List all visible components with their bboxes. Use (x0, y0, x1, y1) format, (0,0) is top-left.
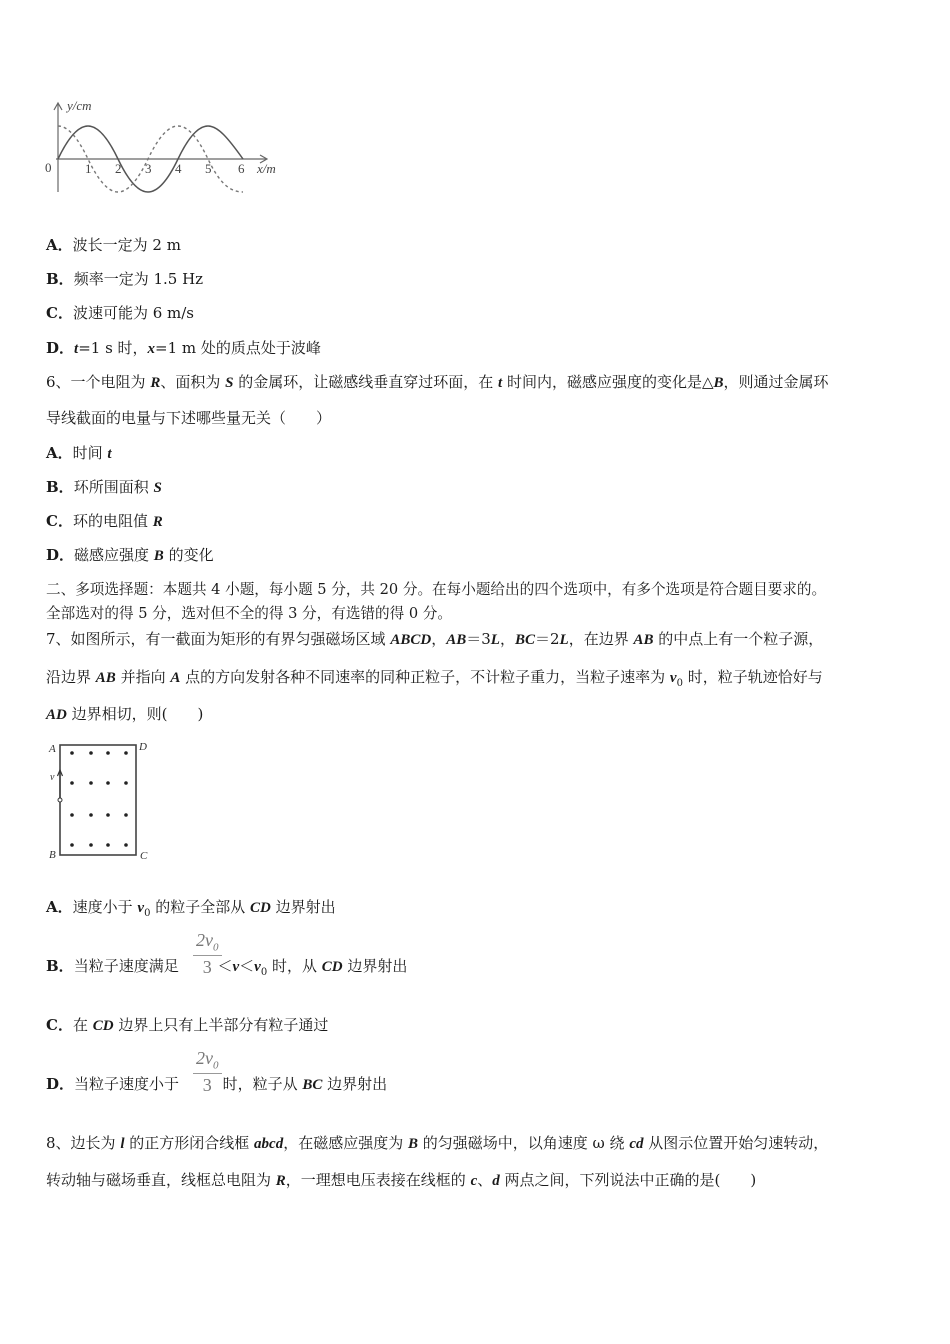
q7-stem-line2: 沿边界 AB 并指向 A 点的方向发射各种不同速率的同种正粒子，不计粒子重力，当粒子速率为 $v_0$ 时，粒子轨迹恰好与 (46, 668, 823, 689)
q7-option-d: D．当粒子速度小于 时，粒子从 BC 边界射出 (46, 1075, 388, 1093)
q5-option-d: D．t=1 s 时，x=1 m 处的质点处于波峰 (46, 339, 321, 357)
q5-option-b: B．频率一定为 1.5 Hz (46, 270, 204, 288)
origin-label: 0 (45, 160, 52, 175)
corner-label-b: B (49, 849, 56, 861)
corner-label-a: A (49, 743, 56, 755)
field-dot (124, 813, 128, 817)
q6-stem-line1: 6、一个电阻为 R、面积为 S 的金属环，让磁感线垂直穿过环面，在 t 时间内，磁感应强度的变化是△B，则通过金属环 (46, 373, 829, 391)
x-tick-label: 2 (115, 161, 122, 176)
field-dot (89, 843, 93, 847)
field-dot (89, 751, 93, 755)
field-dot (70, 813, 74, 817)
corner-label-d: D (139, 741, 147, 753)
q7-option-c: C．在 CD 边界上只有上半部分有粒子通过 (46, 1016, 329, 1034)
x-tick-label: 3 (145, 161, 152, 176)
field-dot (70, 843, 74, 847)
field-dot (106, 781, 110, 785)
wave-graph (40, 96, 290, 196)
q7-option-b: B．当粒子速度满足 $<v<v_0$ 时，从 CD 边界射出 (46, 957, 408, 978)
section2-header-line2: 全部选对的得 5 分，选对但不全的得 3 分，有选错的得 0 分。 (46, 605, 452, 622)
particle-source (58, 798, 62, 802)
q6-option-a: A．时间 t (46, 444, 112, 462)
y-axis-label: y/cm (67, 98, 92, 113)
field-dot (124, 843, 128, 847)
q5-option-c: C．波速可能为 6 m/s (46, 304, 195, 322)
q7-option-b-fraction: $2v_0$ 3 (193, 930, 222, 978)
q7-stem-line3: AD 边界相切，则( ) (46, 705, 204, 723)
magnetic-field-figure (44, 738, 156, 864)
q6-stem-line2: 导线截面的电量与下述哪些量无关（ ） (46, 409, 332, 427)
q6-option-c: C．环的电阻值 R (46, 512, 163, 530)
field-dot (124, 751, 128, 755)
section2-header-line1: 二、多项选择题：本题共 4 小题，每小题 5 分，共 20 分。在每小题给出的四个选项中，有多个选项是符合题目要求的。 (46, 581, 827, 598)
corner-label-c: C (140, 850, 148, 862)
x-tick-label: 1 (85, 161, 92, 176)
q7-stem-line1: 7、如图所示，有一截面为矩形的有界匀强磁场区域 ABCD，AB＝3L，BC＝2L，在边界 AB 的中点上有一个粒子源， (46, 630, 824, 648)
field-dot (106, 843, 110, 847)
q7-option-a: A．速度小于 $v_0$ 的粒子全部从 CD 边界射出 (46, 898, 336, 919)
field-dot (70, 781, 74, 785)
field-dot (106, 813, 110, 817)
q5-option-a: A．波长一定为 2 m (46, 236, 181, 254)
x-tick-label: 4 (175, 161, 182, 176)
q8-stem-line1: 8、边长为 l 的正方形闭合线框 abcd，在磁感应强度为 B 的匀强磁场中，以角速度 ω 绕 cd 从图示位置开始匀速转动， (46, 1134, 829, 1152)
field-dot (89, 781, 93, 785)
velocity-label: v (50, 772, 55, 783)
field-rectangle (60, 745, 136, 855)
field-dot (106, 751, 110, 755)
q7-option-d-fraction: $2v_0$ 3 (193, 1048, 222, 1096)
x-tick-label: 5 (205, 161, 212, 176)
q8-stem-line2: 转动轴与磁场垂直，线框总电阻为 R，一理想电压表接在线框的 c、d 两点之间，下列说法中正确的是( ) (46, 1171, 757, 1189)
x-axis-label: x/m (257, 161, 276, 176)
field-dot (124, 781, 128, 785)
field-dot (89, 813, 93, 817)
field-dot (70, 751, 74, 755)
x-tick-label: 6 (238, 161, 245, 176)
q6-option-d: D．磁感应强度 B 的变化 (46, 546, 214, 564)
q6-option-b: B．环所围面积 S (46, 478, 162, 496)
